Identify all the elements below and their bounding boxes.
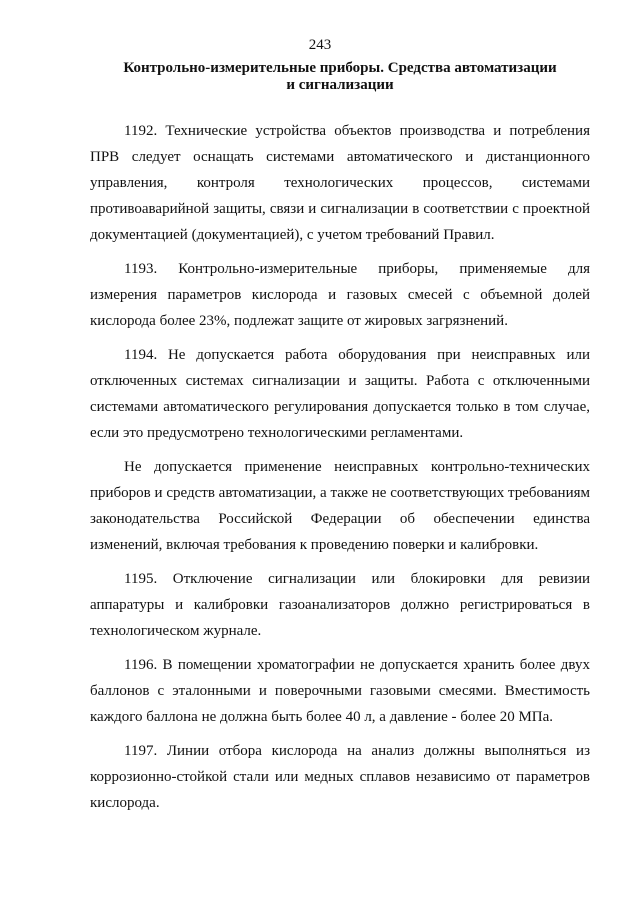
document-body <box>90 118 590 824</box>
paragraph-1195: 1195. Отключение сигнализации или блокировки для ревизии аппаратуры и калибровки газоанализаторов должно регистрироваться в технологическом журнале. <box>90 571 590 639</box>
section-title-line-2: и сигнализации <box>286 77 394 93</box>
paragraph-1193: 1193. Контрольно-измерительные приборы, применяемые для измерения параметров кислорода и газовых смесей с объемной долей кислорода более 23%, подлежат защите от жировых загрязнений. <box>90 261 590 329</box>
section-title-line-1: Контрольно-измерительные приборы. Средства автоматизации <box>123 60 557 76</box>
paragraph-1197: 1197. Линии отбора кислорода на анализ должны выполняться из коррозионно-стойкой стали или медных сплавов независимо от параметров кислорода. <box>90 743 590 811</box>
page-number: 243 <box>308 37 332 53</box>
paragraph-1194: 1194. Не допускается работа оборудования при неисправных или отключенных системах сигнализации и защиты. Работа с отключенными системами автоматического регулирования допускается только в том случае, если это предусмотрено технологическими регламентами. <box>90 347 590 441</box>
paragraph-1196: 1196. В помещении хроматографии не допускается хранить более двух баллонов с эталонными и поверочными газовыми смесями. Вместимость каждого баллона не должна быть более 40 л, а давление - более 20 МПа. <box>90 657 590 725</box>
section-title <box>90 60 590 94</box>
paragraph-1192: 1192. Технические устройства объектов производства и потребления ПРВ следует оснащать системами автоматического и дистанционного управления, контроля технологических процессов, системами противоаварийной защиты, связи и сигнализации в соответствии с проектной документацией (документацией), с учетом требований Правил. <box>90 123 590 243</box>
paragraph-1194-continued: Не допускается применение неисправных контрольно-технических приборов и средств автоматизации, а также не соответствующих требованиям законодательства Российской Федерации об обеспечении единства изменений, включая требования к проведению поверки и калибровки. <box>90 459 590 553</box>
